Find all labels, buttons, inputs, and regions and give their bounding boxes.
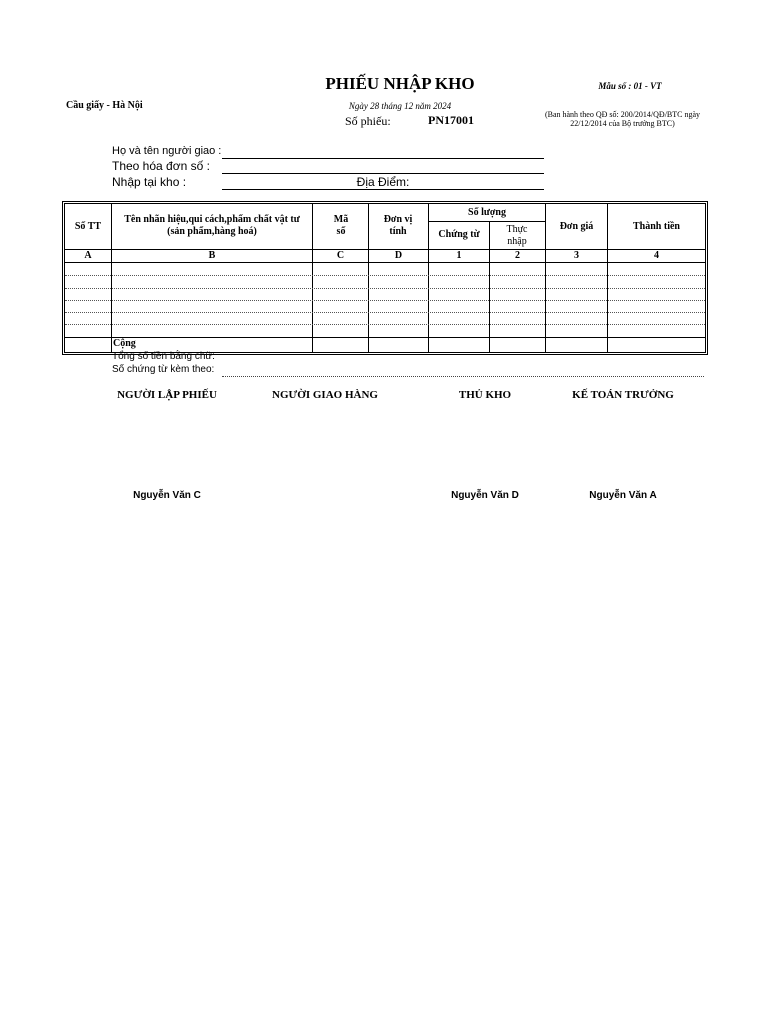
col-header-name: Tên nhãn hiệu,qui cách,phẩm chất vật tư (sản phẩm,hàng hoá) (124, 214, 300, 237)
col-header-qty-doc: Chứng từ (438, 229, 480, 240)
slip-number: PN17001 (428, 113, 474, 127)
col-header-stt: Số TT (74, 221, 102, 232)
slip-number-label: Số phiếu: (345, 114, 391, 128)
document-title: PHIẾU NHẬP KHO (325, 74, 475, 93)
deliverer-line (222, 158, 544, 159)
col-code-a: A (84, 250, 92, 261)
amount-in-words-label: Tổng số tiền bằng chữ: (112, 351, 215, 362)
col-code-2: 2 (515, 250, 520, 261)
invoice-label: Theo hóa đơn số : (112, 159, 210, 173)
col-header-price: Đơn giá (559, 221, 594, 232)
signature-name-preparer: Nguyễn Văn C (133, 490, 201, 501)
company-address: Cầu giấy - Hà Nội (66, 100, 143, 111)
col-header-qty: Số lượng (468, 207, 506, 218)
warehouse-label: Nhập tại kho : (112, 175, 187, 189)
col-header-code: Mã số (333, 214, 349, 237)
signature-title-deliverer: NGƯỜI GIAO HÀNG (272, 389, 378, 401)
col-code-4: 4 (654, 250, 659, 261)
document-date: Ngày 28 tháng 12 năm 2024 (348, 101, 452, 111)
col-code-b: B (208, 250, 216, 261)
col-code-d: D (394, 250, 403, 261)
signature-name-chief-accountant: Nguyễn Văn A (589, 490, 657, 501)
total-label: Cộng (113, 338, 136, 349)
col-header-amount: Thành tiền (633, 221, 680, 232)
warehouse-line (222, 189, 544, 190)
goods-table (64, 203, 706, 353)
location-label: Địa Điểm: (356, 175, 410, 189)
deliverer-label: Họ và tên người giao : (112, 145, 222, 157)
signature-name-storekeeper: Nguyễn Văn D (451, 490, 519, 501)
col-header-qty-actual: Thực nhập (506, 224, 528, 247)
signature-title-chief-accountant: KẾ TOÁN TRƯỞNG (572, 389, 674, 401)
signature-title-storekeeper: THỦ KHO (458, 389, 512, 401)
col-header-unit: Đơn vị tính (383, 214, 413, 237)
col-code-3: 3 (574, 250, 579, 261)
signature-title-preparer: NGƯỜI LẬP PHIẾU (117, 389, 217, 401)
col-code-c: C (336, 250, 345, 261)
invoice-line (222, 173, 544, 174)
form-code: Mẫu số : 01 - VT (598, 81, 662, 91)
attached-docs-label: Số chứng từ kèm theo: (112, 364, 215, 375)
col-code-1: 1 (456, 250, 462, 261)
issue-note: (Ban hành theo QĐ số: 200/2014/QĐ/BTC ngày 22/12/2014 của Bộ trưởng BTC) (544, 110, 701, 128)
attached-docs-line (222, 376, 704, 377)
